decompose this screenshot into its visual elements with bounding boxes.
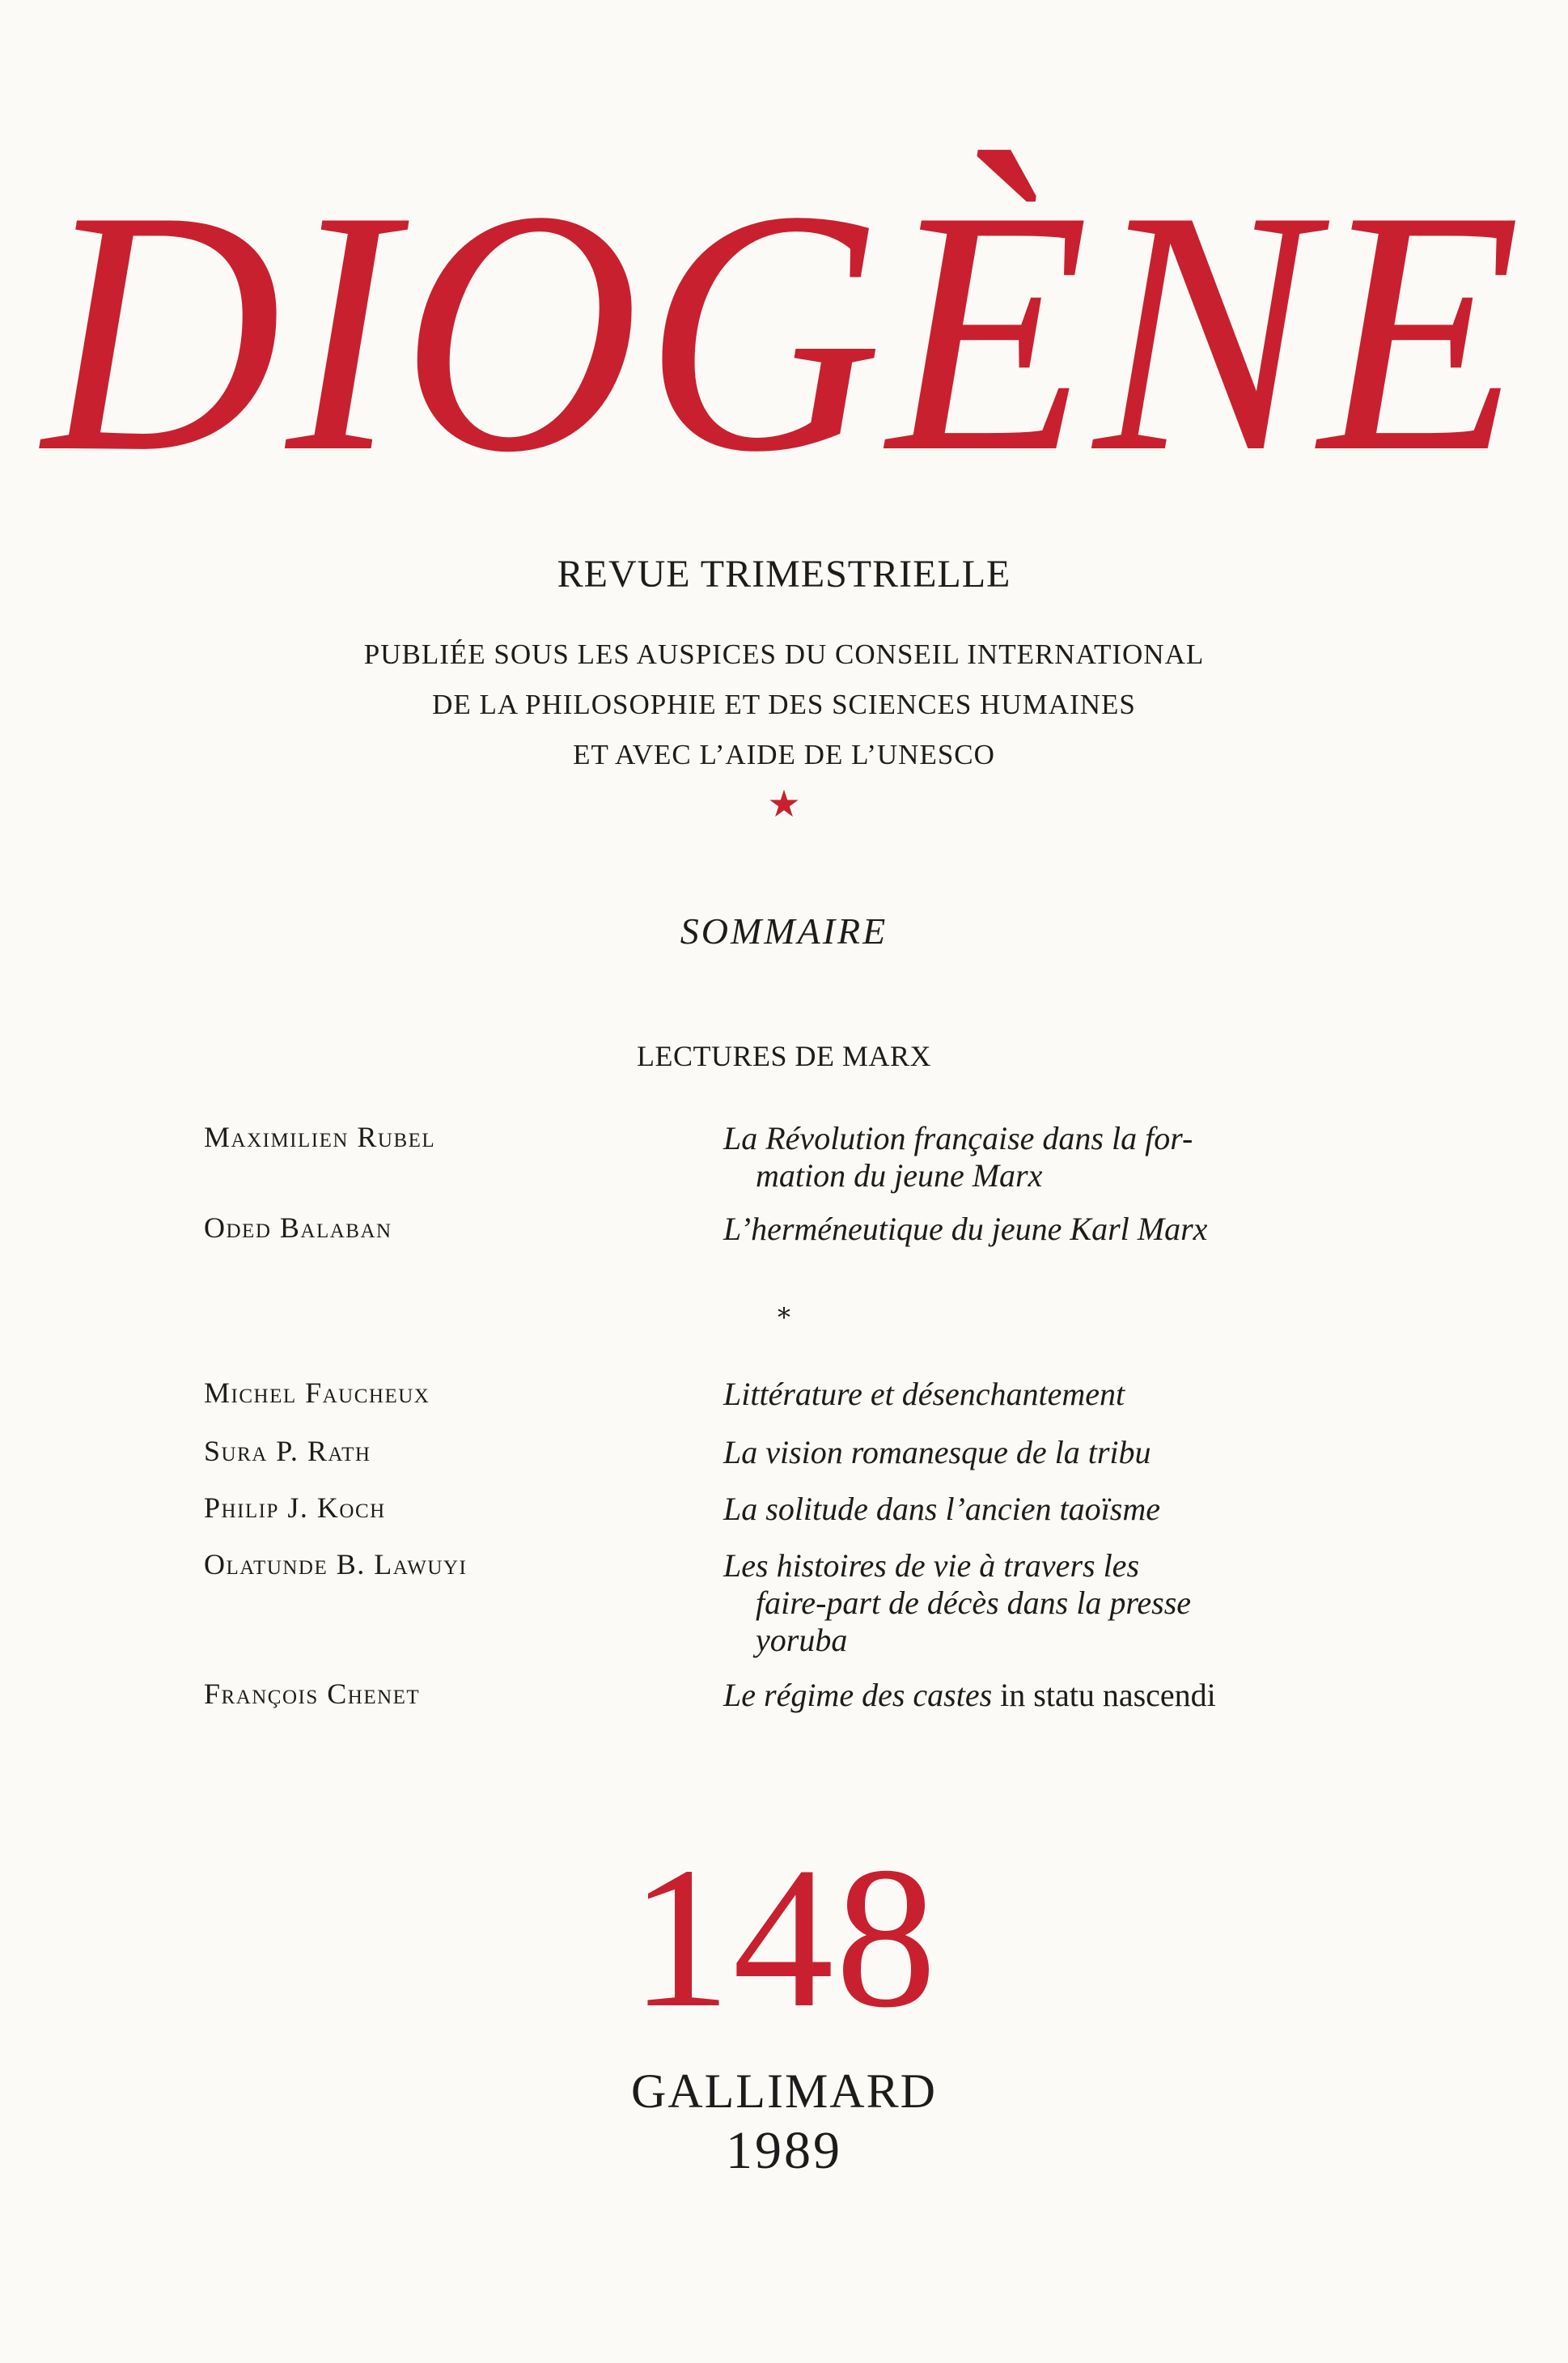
section-title: LECTURES DE MARX bbox=[636, 1040, 931, 1072]
auspices-line: ET AVEC L’AIDE DE L’UNESCO bbox=[573, 739, 995, 770]
contents-heading: SOMMAIRE bbox=[680, 910, 888, 952]
toc-author: Michel Faucheux bbox=[204, 1377, 430, 1409]
toc-title-line: L’herméneutique du jeune Karl Marx bbox=[723, 1211, 1208, 1247]
toc-title-line: faire-part de décès dans la presse bbox=[756, 1585, 1192, 1621]
toc-author: Olatunde B. Lawuyi bbox=[204, 1548, 468, 1580]
toc-title bbox=[723, 1376, 1332, 1413]
toc-title bbox=[723, 1491, 1332, 1528]
publisher-name: GALLIMARD bbox=[631, 2064, 937, 2118]
toc-title-line: mation du jeune Marx bbox=[756, 1157, 1043, 1194]
toc-title bbox=[723, 1211, 1332, 1248]
toc-author: François Chenet bbox=[204, 1678, 421, 1710]
toc-author: Oded Balaban bbox=[204, 1211, 392, 1244]
toc-title-roman: in statu nascendi bbox=[992, 1677, 1216, 1713]
issue-number: 148 bbox=[629, 1826, 939, 2050]
section-divider: * bbox=[778, 1302, 790, 1333]
auspices-line: PUBLIÉE SOUS LES AUSPICES DU CONSEIL INTERNATIONAL bbox=[363, 638, 1205, 670]
toc-author: Maximilien Rubel bbox=[204, 1121, 436, 1153]
toc-title-line: Littérature et désenchantement bbox=[723, 1376, 1125, 1412]
toc-title-line: yoruba bbox=[756, 1622, 848, 1658]
toc-title-line bbox=[723, 1677, 1332, 1714]
journal-masthead: DIOGÈNE bbox=[42, 139, 1526, 524]
toc-title-line: La solitude dans l’ancien taoïsme bbox=[723, 1491, 1160, 1527]
toc-title-line: La vision romanesque de la tribu bbox=[723, 1434, 1151, 1470]
toc-title-line: La Révolution française dans la for- bbox=[723, 1120, 1193, 1156]
toc-title-line: Les histoires de vie à travers les bbox=[723, 1547, 1140, 1584]
toc-title bbox=[723, 1120, 1332, 1194]
toc-title bbox=[723, 1547, 1332, 1659]
toc-title-italic: Le régime des castes bbox=[723, 1677, 993, 1713]
auspices-line: DE LA PHILOSOPHIE ET DES SCIENCES HUMAINES bbox=[432, 689, 1136, 720]
journal-subtitle: REVUE TRIMESTRIELLE bbox=[557, 553, 1011, 596]
toc-author: Philip J. Koch bbox=[204, 1491, 386, 1524]
toc-title bbox=[723, 1677, 1332, 1714]
auspices-statement bbox=[0, 630, 1568, 780]
toc-author: Sura P. Rath bbox=[204, 1435, 371, 1467]
toc-title bbox=[723, 1434, 1332, 1471]
publication-year: 1989 bbox=[726, 2121, 842, 2180]
star-ornament-icon: ★ bbox=[767, 782, 801, 825]
